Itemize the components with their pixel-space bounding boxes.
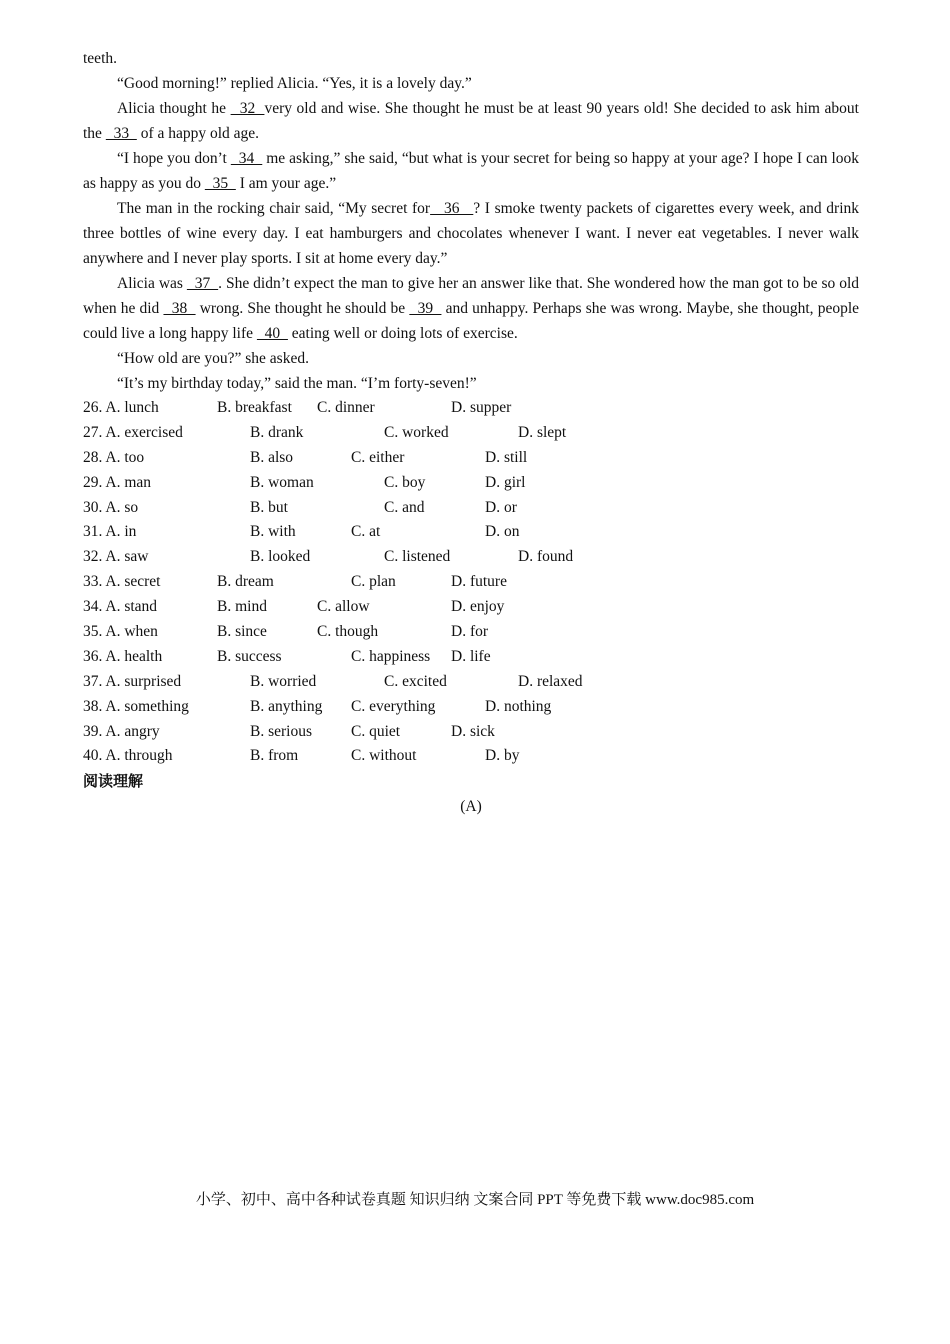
passage-paragraph (83, 46, 859, 71)
passage-text: . She didn’t expect the man to give her an answer like that. She wondered how the man got to be so old when he did (83, 275, 860, 317)
option-b: B. since (217, 623, 267, 641)
option-b: B. looked (250, 548, 311, 566)
option-c: C. at (351, 523, 381, 541)
option-row (83, 595, 859, 620)
option-a: 40. A. through (83, 747, 173, 765)
passage-text: and unhappy. Perhaps she was wrong. Maybe, she thought, people could live a long happy life (83, 300, 860, 342)
passage-paragraph (83, 346, 859, 371)
option-d: D. on (485, 523, 520, 541)
passage-text: eating well or doing lots of exercise. (287, 325, 518, 342)
passage-text: The man in the rocking chair said, “My secret for (117, 200, 431, 217)
option-row (83, 446, 859, 471)
option-a: 28. A. too (83, 448, 145, 466)
option-a: 32. A. saw (83, 548, 149, 566)
option-row (83, 496, 859, 521)
options-list (83, 396, 859, 769)
option-c: C. plan (351, 573, 396, 591)
option-a: 35. A. when (83, 623, 158, 641)
passage-text: very old and wise. She thought he must be at least 90 years old! She decided to ask him about the (83, 100, 859, 142)
option-a: 38. A. something (83, 697, 189, 715)
option-row (83, 396, 859, 421)
option-d: D. for (451, 623, 489, 641)
passage-text: I am your age.” (235, 175, 337, 192)
blank-39: 39 (409, 300, 442, 317)
option-c: C. listened (384, 548, 451, 566)
option-b: B. serious (250, 722, 312, 740)
option-d: D. enjoy (451, 598, 505, 616)
option-d: D. supper (451, 399, 512, 416)
passage-text: Alicia was (117, 275, 187, 292)
option-d: D. found (518, 548, 574, 566)
option-b: B. with (250, 523, 296, 541)
option-a: 29. A. man (83, 473, 152, 491)
option-row (83, 720, 859, 745)
option-c: C. without (351, 747, 417, 765)
blank-35: 35 (204, 175, 236, 192)
blank-34: 34 (230, 150, 263, 167)
passage-paragraph (83, 71, 859, 96)
option-d: D. girl (485, 473, 526, 491)
passage-paragraph (83, 196, 859, 271)
passage-text: me asking,” she said, “but what is your secret for being so happy at your age? I hope I can look as happy as you do (83, 150, 860, 192)
option-c: C. quiet (351, 722, 401, 740)
option-d: D. still (485, 448, 528, 466)
option-b: B. also (250, 448, 294, 466)
passage-paragraph (83, 96, 859, 146)
option-row (83, 744, 859, 769)
option-b: B. drank (250, 423, 304, 441)
option-row (83, 695, 859, 720)
blank-38: 38 (163, 300, 196, 317)
page-footer: 小学、初中、高中各种试卷真题 知识归纳 文案合同 PPT 等免费下载 www.doc985.com (195, 1192, 755, 1208)
passage-text: teeth. (83, 50, 117, 67)
option-b: B. worried (250, 672, 317, 690)
option-a: 36. A. health (83, 647, 163, 665)
blank-32: 32 (230, 100, 265, 117)
blank-40: 40 (256, 325, 288, 342)
section-title: 阅读理解 (83, 772, 144, 791)
option-a: 27. A. exercised (83, 423, 183, 441)
passage-paragraph (83, 146, 859, 196)
passage-text: “It’s my birthday today,” said the man. “I’m forty-seven!” (117, 375, 477, 392)
option-d: D. by (485, 747, 520, 765)
option-row (83, 421, 859, 446)
option-b: B. dream (217, 573, 274, 591)
option-c: C. dinner (317, 399, 375, 416)
option-row (83, 645, 859, 670)
option-row (83, 670, 859, 695)
option-c: C. either (351, 448, 405, 466)
passage-paragraph (83, 371, 859, 396)
option-a: 33. A. secret (83, 573, 161, 591)
option-c: C. worked (384, 423, 449, 441)
option-c: C. and (384, 498, 425, 516)
option-c: C. though (317, 623, 379, 641)
blank-37: 37 (186, 275, 219, 292)
option-a: 37. A. surprised (83, 672, 182, 690)
option-c: C. allow (317, 598, 370, 616)
option-d: D. life (451, 647, 491, 665)
passage-text: “How old are you?” she asked. (117, 350, 309, 367)
passage-text: “Good morning!” replied Alicia. “Yes, it is a lovely day.” (117, 75, 472, 92)
option-d: D. sick (451, 722, 495, 740)
option-a: 30. A. so (83, 498, 139, 516)
option-row (83, 620, 859, 645)
blank-33: 33 (105, 125, 137, 142)
option-d: D. slept (518, 423, 567, 441)
part-label: (A) (460, 798, 482, 816)
option-row (83, 570, 859, 595)
option-b: B. but (250, 498, 288, 516)
option-b: B. woman (250, 473, 314, 491)
option-c: C. boy (384, 473, 426, 491)
passage-text: wrong. She thought he should be (195, 300, 410, 317)
option-c: C. everything (351, 697, 436, 715)
option-a: 31. A. in (83, 523, 137, 541)
option-a: 34. A. stand (83, 598, 158, 616)
option-d: D. future (451, 573, 507, 591)
passage-text: ? I smoke twenty packets of cigarettes every week, and drink three bottles of wine every day. I eat hamburgers and chocolates whenever I want. I never eat vegetables. I never walk anywhere and I never play sports. I sit at home every day.” (83, 200, 860, 267)
passage-text: “I hope you don’t (117, 150, 231, 167)
option-b: B. success (217, 647, 282, 665)
option-d: D. nothing (485, 697, 552, 715)
passage-text: of a happy old age. (136, 125, 260, 142)
passage-paragraph (83, 271, 859, 346)
option-a: 26. A. lunch (83, 399, 159, 416)
option-c: C. happiness (351, 647, 431, 665)
option-b: B. anything (250, 697, 323, 715)
blank-36: 36 (430, 200, 474, 217)
option-row (83, 520, 859, 545)
option-row (83, 545, 859, 570)
option-d: D. or (485, 498, 517, 516)
option-b: B. from (250, 747, 299, 765)
option-c: C. excited (384, 672, 447, 690)
option-a: 39. A. angry (83, 722, 160, 740)
option-b: B. mind (217, 598, 267, 616)
passage-text: Alicia thought he (117, 100, 231, 117)
document-page (83, 46, 859, 819)
option-row (83, 471, 859, 496)
option-b: B. breakfast (217, 399, 292, 416)
option-d: D. relaxed (518, 672, 583, 690)
